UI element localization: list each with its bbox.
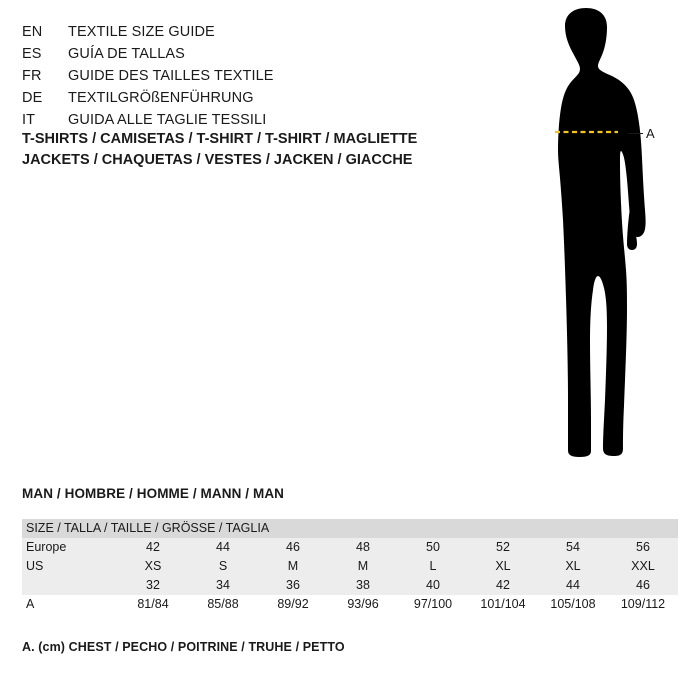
table-cell: 48: [328, 538, 398, 557]
table-row: [22, 538, 678, 557]
table-cell: XL: [468, 557, 538, 576]
table-cell: 52: [468, 538, 538, 557]
language-code: ES: [22, 46, 42, 62]
table-row: [22, 595, 678, 614]
table-cell: 34: [188, 576, 258, 595]
chest-marker-label: A: [646, 126, 655, 141]
language-title: TEXTILGRÖßENFÜHRUNG: [68, 90, 254, 106]
table-cell: 42: [118, 538, 188, 557]
table-cell: 36: [258, 576, 328, 595]
table-cell: 44: [188, 538, 258, 557]
table-cell: 56: [608, 538, 678, 557]
table-row: [22, 576, 678, 595]
table-cell: 97/100: [398, 595, 468, 614]
table-title: MAN / HOMBRE / HOMME / MANN / MAN: [22, 486, 285, 501]
category-line-tshirts: T-SHIRTS / CAMISETAS / T-SHIRT / T-SHIRT / MAGLIETTE: [22, 131, 418, 147]
language-code: IT: [22, 112, 36, 128]
language-row: [22, 90, 452, 112]
table-cell: 46: [258, 538, 328, 557]
language-title: GUÍA DE TALLAS: [68, 46, 185, 62]
table-cell: 54: [538, 538, 608, 557]
row-label-us-numeric: [22, 576, 118, 595]
language-title: GUIDA ALLE TAGLIE TESSILI: [68, 112, 267, 128]
table-cell: 32: [118, 576, 188, 595]
table-cell: 85/88: [188, 595, 258, 614]
row-label-us: US: [22, 557, 118, 576]
man-silhouette-figure: [470, 8, 680, 468]
table-cell: 42: [468, 576, 538, 595]
table-cell: 44: [538, 576, 608, 595]
row-label-europe: Europe: [22, 538, 118, 557]
language-code: EN: [22, 24, 43, 40]
language-code: DE: [22, 90, 43, 106]
category-line-jackets: JACKETS / CHAQUETAS / VESTES / JACKEN / GIACCHE: [22, 152, 413, 168]
table-cell: 81/84: [118, 595, 188, 614]
table-cell: M: [258, 557, 328, 576]
table-cell: 50: [398, 538, 468, 557]
row-label-chest: A: [22, 595, 118, 614]
table-cell: 109/112: [608, 595, 678, 614]
table-footnote: A. (cm) CHEST / PECHO / POITRINE / TRUHE / PETTO: [22, 640, 345, 654]
table-cell: S: [188, 557, 258, 576]
table-header-label: SIZE / TALLA / TAILLE / GRÖSSE / TAGLIA: [22, 519, 678, 538]
language-title: TEXTILE SIZE GUIDE: [68, 24, 215, 40]
language-title: GUIDE DES TAILLES TEXTILE: [68, 68, 274, 84]
category-block: [22, 129, 482, 171]
table-cell: XS: [118, 557, 188, 576]
table-header-row: [22, 519, 678, 538]
table-cell: 46: [608, 576, 678, 595]
table-cell: 105/108: [538, 595, 608, 614]
language-code: FR: [22, 68, 42, 84]
table-cell: XL: [538, 557, 608, 576]
language-row: [22, 46, 452, 68]
table-cell: L: [398, 557, 468, 576]
table-row: [22, 557, 678, 576]
table-cell: M: [328, 557, 398, 576]
size-table: [22, 519, 678, 614]
chest-marker-leader-line: [628, 133, 643, 134]
table-cell: 89/92: [258, 595, 328, 614]
table-cell: XXL: [608, 557, 678, 576]
table-cell: 93/96: [328, 595, 398, 614]
language-row: [22, 24, 452, 46]
table-cell: 40: [398, 576, 468, 595]
table-cell: 101/104: [468, 595, 538, 614]
silhouette-icon: [470, 8, 680, 468]
language-header-block: [22, 24, 452, 134]
language-row: [22, 68, 452, 90]
table-cell: 38: [328, 576, 398, 595]
